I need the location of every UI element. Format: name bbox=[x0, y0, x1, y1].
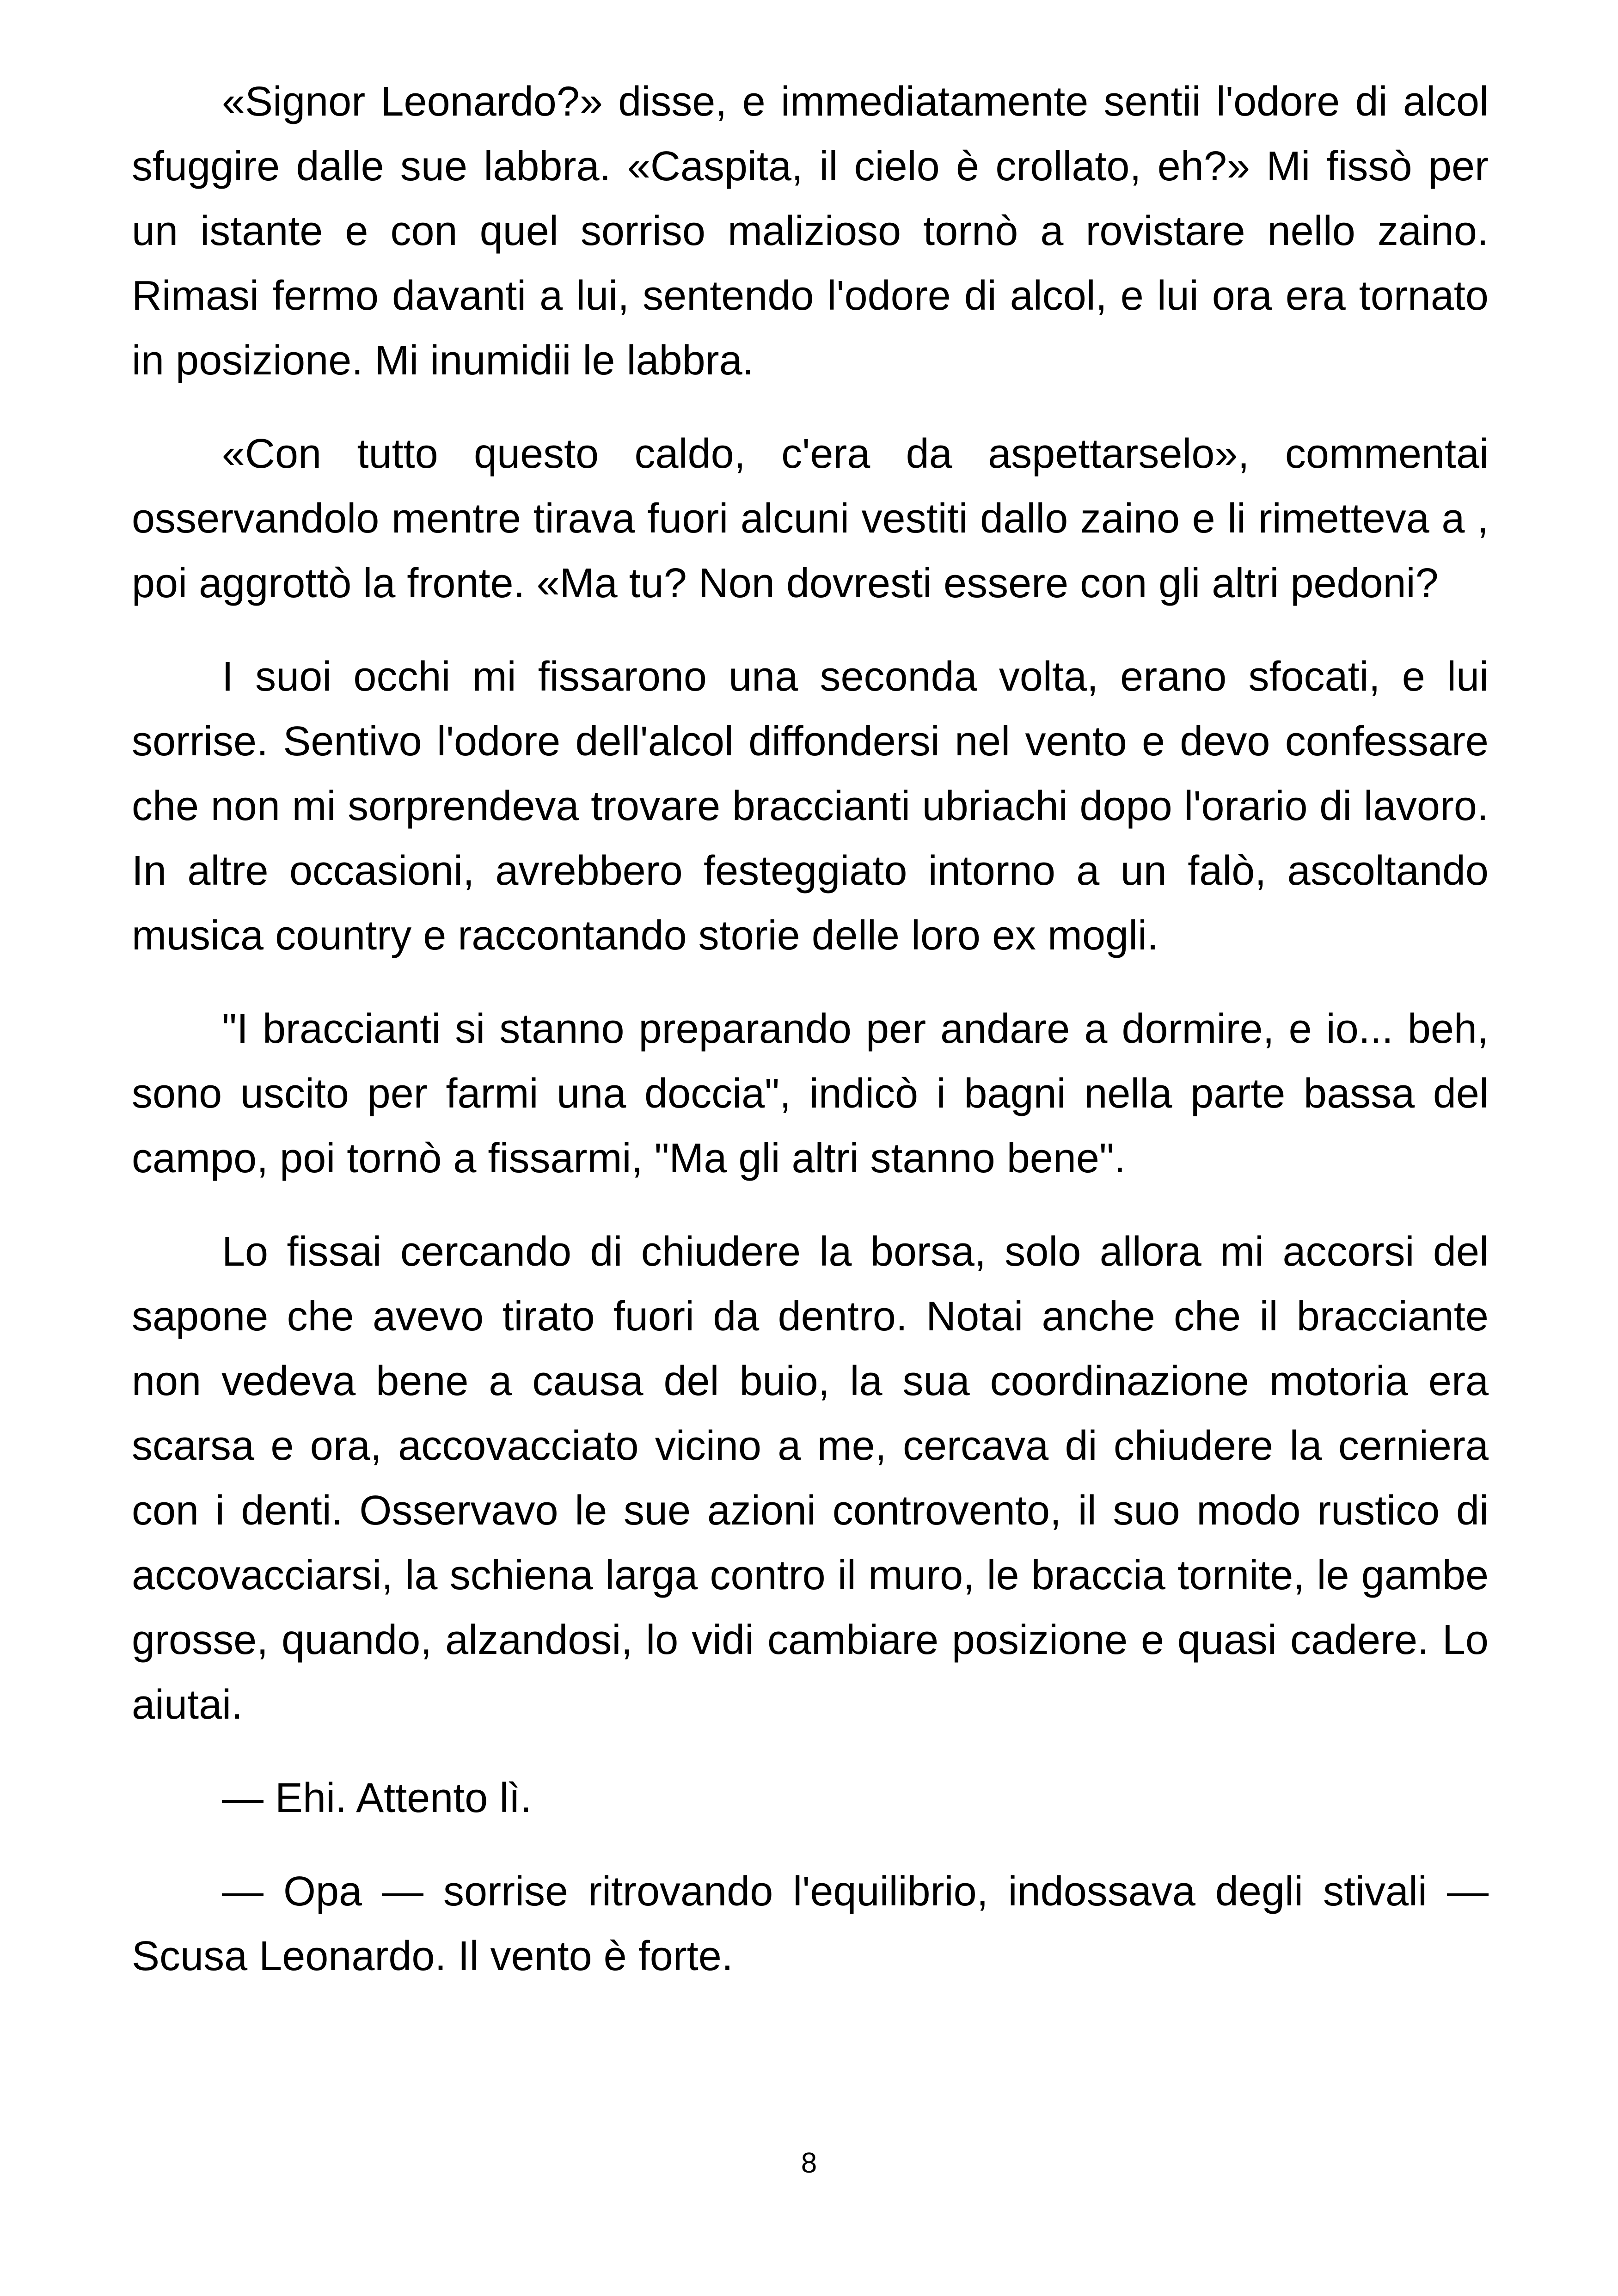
paragraph-2: «Con tutto questo caldo, c'era da aspettarselo», commentai osservandolo mentre tirava fuori alcuni vestiti dallo zaino e li rimetteva a , poi aggrottò la fronte. «Ma tu? Non dovresti essere con gli altri pedoni? bbox=[132, 431, 1489, 606]
body-text bbox=[132, 69, 1489, 2017]
page-number: 8 bbox=[801, 2147, 817, 2179]
paragraph-4: "I braccianti si stanno preparando per andare a dormire, e io... beh, sono uscito per farmi una doccia", indicò i bagni nella parte bassa del campo, poi tornò a fissarmi, "Ma gli altri stanno bene". bbox=[132, 1006, 1489, 1182]
paragraph-5: Lo fissai cercando di chiudere la borsa, solo allora mi accorsi del sapone che avevo tirato fuori da dentro. Notai anche che il bracciante non vedeva bene a causa del buio, la sua coordinazione motoria era scarsa e ora, accovacciato vicino a me, cercava di chiudere la cerniera con i denti. Osservavo le sue azioni controvento, il suo modo rustico di accovacciarsi, la schiena larga contro il muro, le braccia tornite, le gambe grosse, quando, alzandosi, lo vidi cambiare posizione e quasi cadere. Lo aiutai. bbox=[132, 1229, 1489, 1728]
paragraph-6: — Ehi. Attento lì. bbox=[222, 1775, 532, 1821]
paragraph-1: «Signor Leonardo?» disse, e immediatamente sentii l'odore di alcol sfuggire dalle sue labbra. «Caspita, il cielo è crollato, eh?» Mi fissò per un istante e con quel sorriso malizioso tornò a rovistare nello zaino. Rimasi fermo davanti a lui, sentendo l'odore di alcol, e lui ora era tornato in posizione. Mi inumidii le labbra. bbox=[132, 79, 1489, 384]
paragraph-7: — Opa — sorrise ritrovando l'equilibrio, indossava degli stivali — Scusa Leonardo. Il vento è forte. bbox=[132, 1868, 1489, 1979]
paragraph-3: I suoi occhi mi fissarono una seconda volta, erano sfocati, e lui sorrise. Sentivo l'odore dell'alcol diffondersi nel vento e devo confessare che non mi sorprendeva trovare braccianti ubriachi dopo l'orario di lavoro. In altre occasioni, avrebbero festeggiato intorno a un falò, ascoltando musica country e raccontando storie delle loro ex mogli. bbox=[132, 654, 1489, 959]
